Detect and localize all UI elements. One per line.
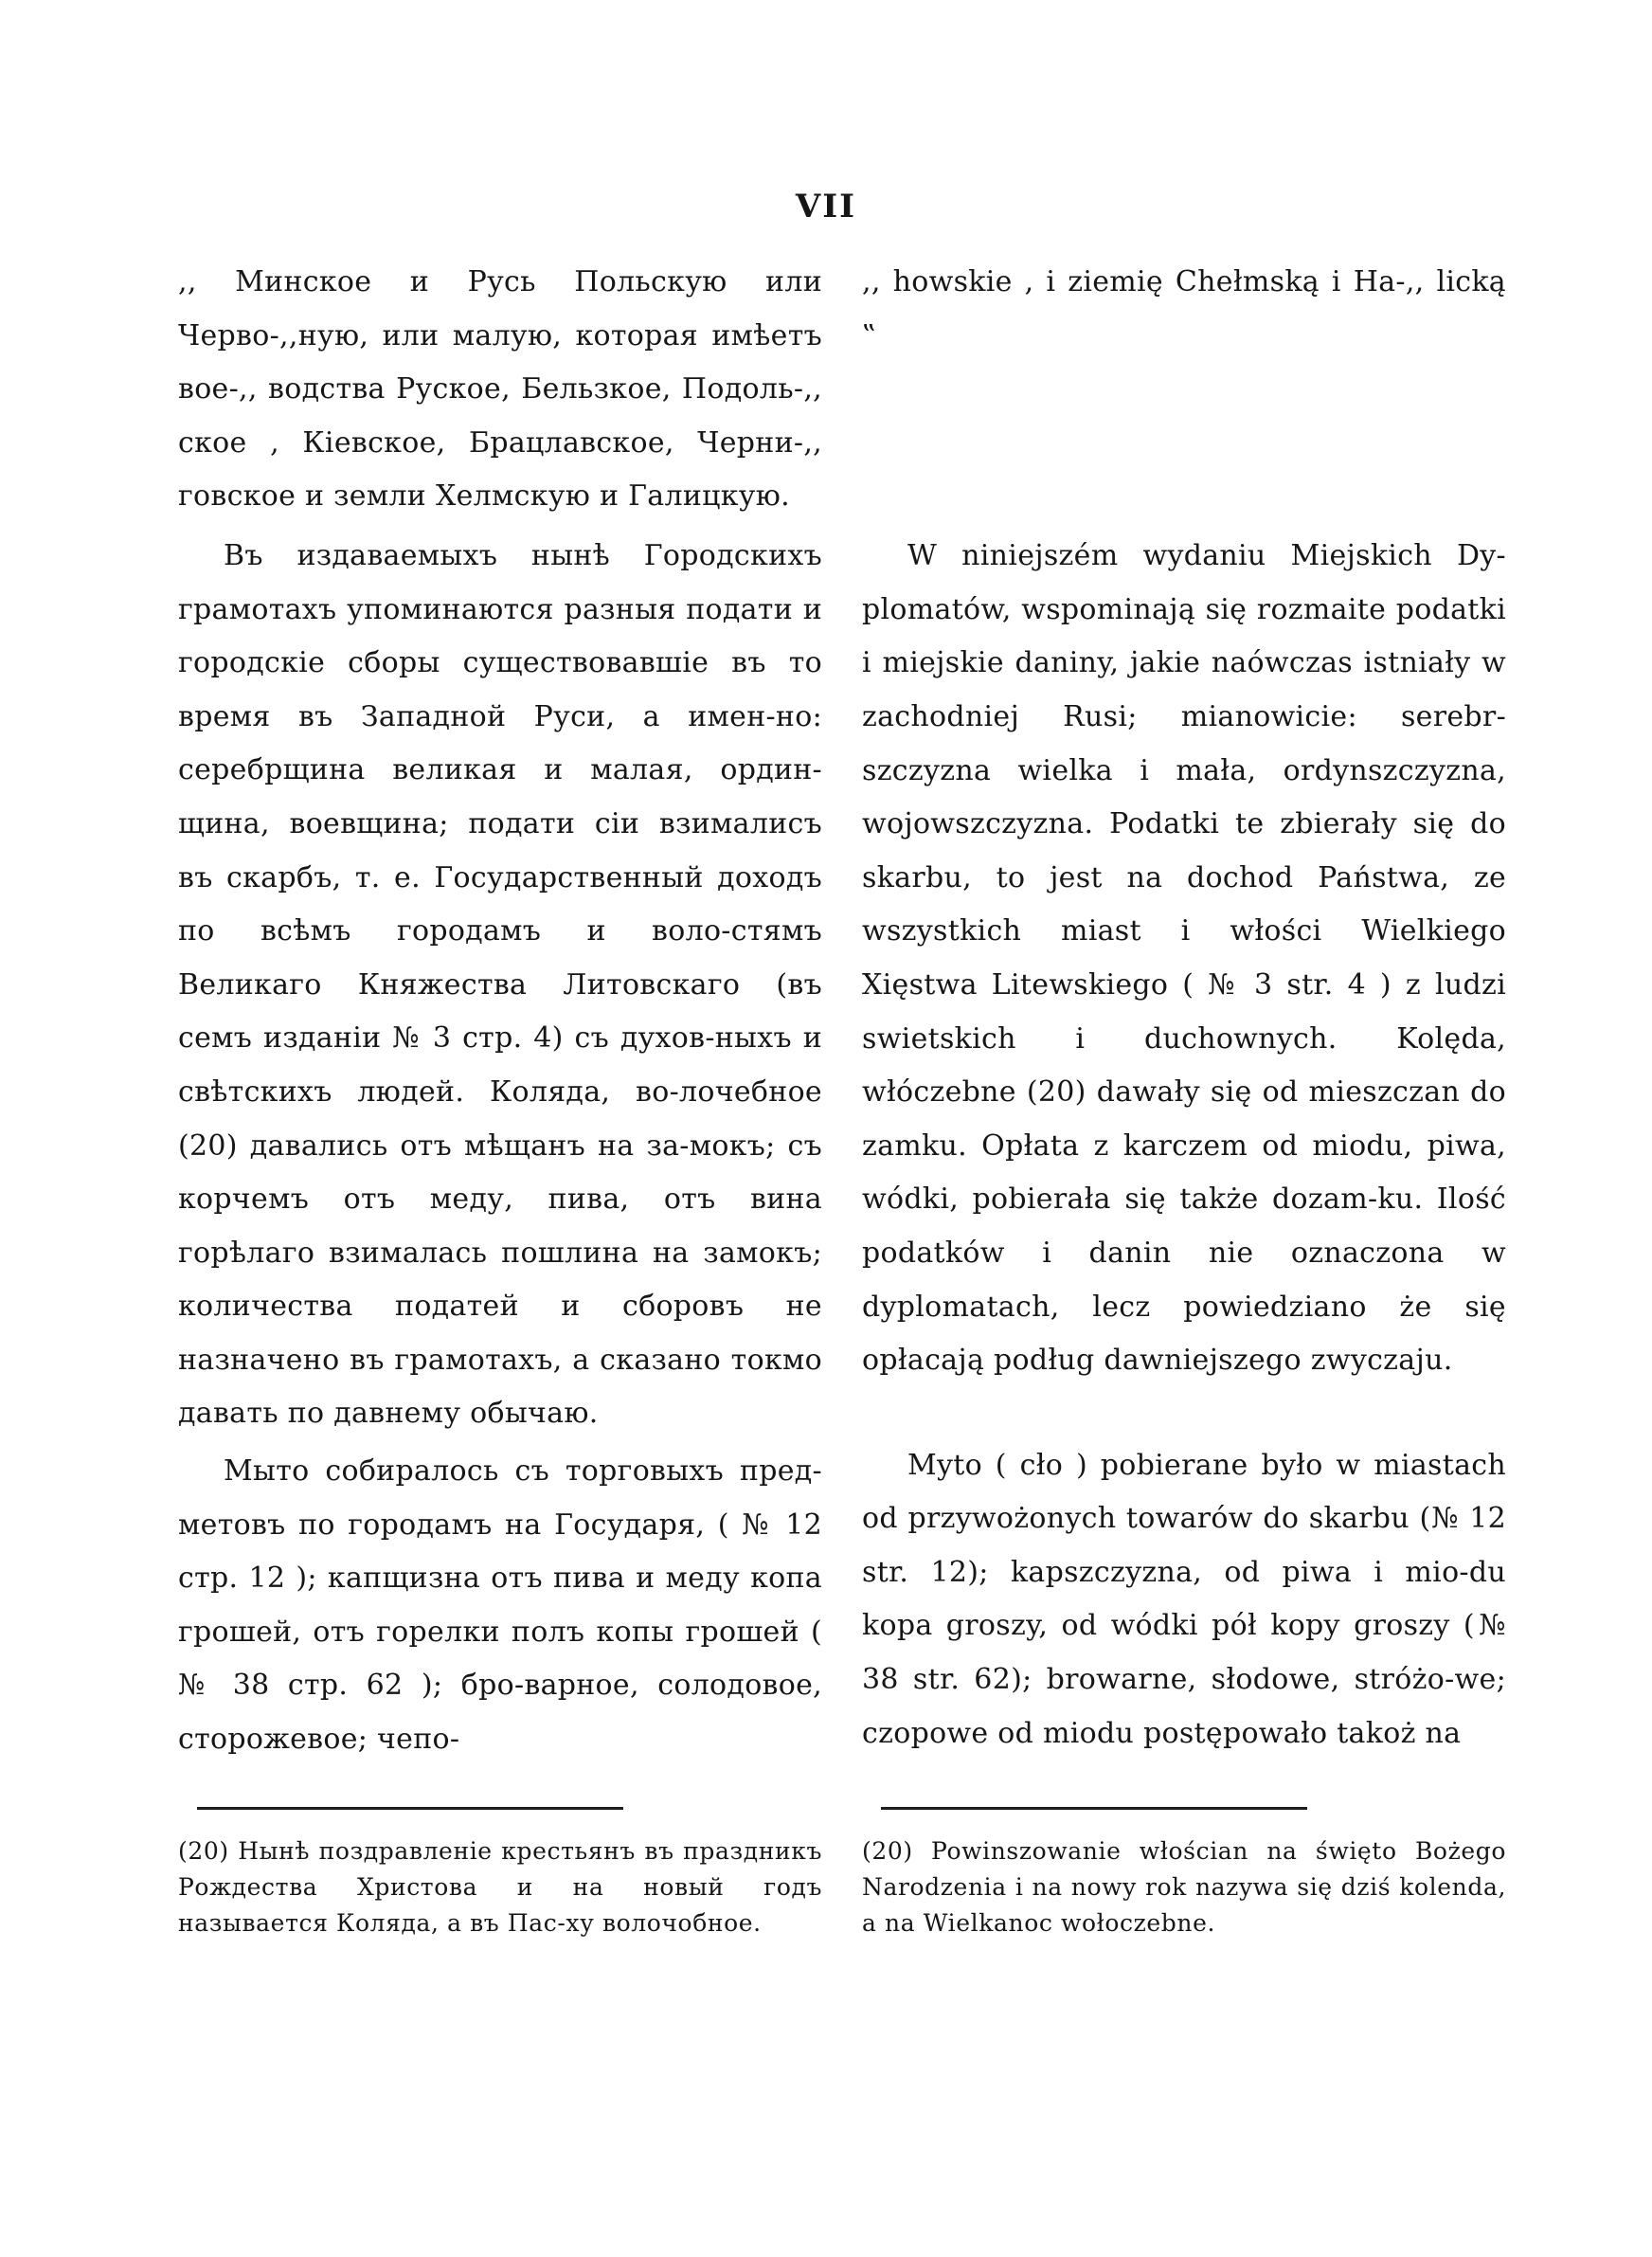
paragraph-taxes-ru: Въ издаваемыхъ нынѣ Городскихъ грамотахъ упоминаются разныя подати и городскіе сборы существовавшіе въ то время въ Западной Руси, а имен-но: серебрщина великая и малая, ордин-щина, воевщина; подати сіи взималисъ въ скарбъ, т. е. Государственный доходъ по всѣмъ городамъ и воло-стямъ Великаго Княжества Литовскаго (въ семъ изданіи № 3 стр. 4) съ духов-ныхъ и свѣтскихъ людей. Коляда, во-лочебное (20) давались отъ мѣщанъ на за-мокъ; съ корчемъ отъ меду, пива, отъ вина горѣлаго взималась пошлина на замокъ; количества податей и сборовъ не назначено въ грамотахъ, а сказано токмо давать по давнему обычаю. bbox=[178, 538, 822, 1431]
russian-column bbox=[178, 256, 822, 1767]
paragraph-tolls-pl: Myto ( cło ) pobierane było w miastach od przywożonych towarów do skarbu (№ 12 str. 12); kapszczyzna, od piwa i mio-du kopa groszy, od wódki pół kopy groszy (№ 38 str. 62); browarne, słodowe, stróżo-we; czopowe od miodu postępowało takoż na bbox=[862, 1448, 1506, 1750]
polish-column bbox=[862, 256, 1506, 1760]
quote-continuation-ru: ,, Минское и Русь Польскую или Черво-,,ную, или малую, которая имѣетъ вое-,, водства Руское, Бельзкое, Подоль-,, ское , Кіевское, Брацлавское, Черни-,, говское и земли Хелмскую и Галицкую. bbox=[178, 265, 822, 514]
footnote-pl: (20) Powinszowanie włościan na święto Bożego Narodzenia i na nowy rok nazywa się dziś kolenda, a na Wielkanoc wołoczebne. bbox=[862, 1837, 1506, 1937]
paragraph-tolls-ru: Мыто собиралось съ торговыхъ пред-метовъ по городамъ на Государя, ( № 12 стр. 12 ); капщизна отъ пива и меду копа грошей, отъ горелки полъ копы грошей ( № 38 стр. 62 ); бро-варное, солодовое, сторожевое; чепо- bbox=[178, 1454, 822, 1757]
footnote-divider-left bbox=[197, 1807, 623, 1810]
page-number: VII bbox=[795, 188, 857, 226]
quote-continuation-pl: ,, howskie , i ziemię Chełmską i Ha-,, licką ‟ bbox=[862, 265, 1506, 352]
paragraph-taxes-pl: W niniejszém wydaniu Miejskich Dy-plomatów, wspominają się rozmaite podatki i miejskie daniny, jakie naówczas istniały w zachodniej Rusi; mianowicie: serebr-szczyzna wielka i mała, ordynszczyzna, wojowszczyzna. Podatki te zbierały się do skarbu, to jest na dochod Państwa, ze wszystkich miast i włości Wielkiego Xięstwa Litewskiego ( № 3 str. 4 ) z ludzi swietskich i duchownych. Kolęda, włóczebne (20) dawały się od mieszczan do zamku. Opłata z karczem od miodu, piwa, wódki, pobierała się także dozam-ku. Ilość podatków i danin nie oznaczona w dyplomatach, lecz powiedziano że się opłacają podług dawniejszego zwyczaju. bbox=[862, 539, 1506, 1378]
footnote-divider-right bbox=[881, 1807, 1307, 1810]
footnote-ru: (20) Нынѣ поздравленіе крестьянъ въ праздникъ Рождества Христова и на новый годъ называется Коляда, а въ Пас-ху волочобное. bbox=[178, 1837, 822, 1937]
